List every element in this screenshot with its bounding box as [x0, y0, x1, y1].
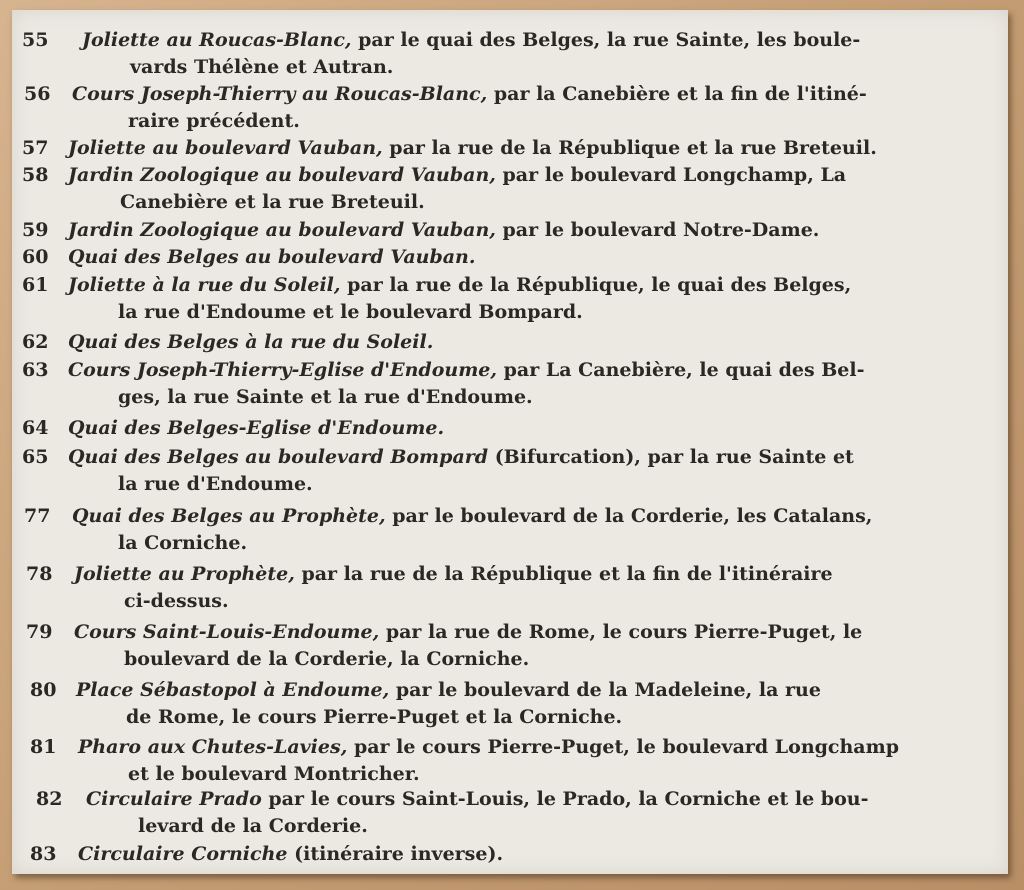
entry-title: Joliette au Prophète, — [74, 563, 295, 585]
entry-text — [68, 135, 990, 162]
entry-route: (itinéraire inverse). — [294, 843, 504, 865]
entry-route-continued: ci-dessus. — [124, 590, 229, 612]
entry-title: Joliette au Roucas-Blanc, — [82, 29, 352, 51]
entry-title: Quai des Belges au Prophète, — [72, 505, 386, 527]
entry-number: 56 — [24, 83, 51, 105]
entry-text — [68, 162, 986, 216]
entry-title: Jardin Zoologique au boulevard Vauban, — [68, 164, 496, 186]
entry-number: 57 — [22, 137, 49, 159]
entry-route: par le boulevard Notre-Dame. — [502, 219, 820, 241]
entry-route: par le boulevard Longchamp, La — [502, 164, 847, 186]
entry-route-continued: et le boulevard Montricher. — [128, 763, 420, 785]
entry-title: Quai des Belges au boulevard Bompard — [68, 446, 489, 468]
entry-number: 63 — [22, 359, 49, 381]
entry-text — [68, 217, 986, 244]
entry-number: 78 — [26, 563, 53, 585]
entry-number: 80 — [30, 679, 57, 701]
entry-route-continued: ges, la rue Sainte et la rue d'Endoume. — [118, 386, 533, 408]
entry-number: 60 — [22, 246, 49, 268]
entry-63 — [12, 357, 1008, 411]
entry-64 — [12, 415, 1008, 442]
entry-number: 62 — [22, 331, 49, 353]
entry-route-continued: la rue d'Endoume. — [118, 473, 313, 495]
entry-route: par le boulevard de la Madeleine, la rue — [395, 679, 821, 701]
entry-text — [68, 357, 986, 411]
entry-83 — [12, 841, 1008, 868]
entry-route-continued: raire précédent. — [128, 110, 300, 132]
entry-number: 64 — [22, 417, 49, 439]
entry-title: Cours Joseph-Thierry au Roucas-Blanc, — [72, 83, 488, 105]
document-page — [12, 10, 1008, 874]
entry-title: Joliette au boulevard Vauban, — [68, 137, 383, 159]
entry-number: 81 — [30, 736, 57, 758]
entry-route-continued: levard de la Corderie. — [138, 815, 368, 837]
entry-title: Quai des Belges à la rue du Soleil. — [68, 331, 434, 353]
entry-title: Pharo aux Chutes-Lavies, — [78, 736, 348, 758]
entry-number: 55 — [22, 29, 49, 51]
entry-65 — [12, 444, 1008, 498]
entry-route: par le cours Pierre-Puget, le boulevard Longchamp — [353, 736, 899, 758]
entry-text — [68, 415, 986, 442]
entry-56 — [12, 81, 1008, 135]
entry-route: par la rue de la République, le quai des Belges, — [347, 274, 852, 296]
entry-81 — [12, 734, 1008, 788]
entry-text — [68, 444, 986, 498]
entry-number: 59 — [22, 219, 49, 241]
entry-62 — [12, 329, 1008, 356]
entry-number: 58 — [22, 164, 49, 186]
entry-title: Cours Joseph-Thierry-Eglise d'Endoume, — [68, 359, 498, 381]
entry-route-continued: vards Thélène et Autran. — [130, 56, 394, 78]
entry-text — [68, 272, 986, 326]
entry-route: par la rue de la République et la fin de l'itinéraire — [301, 563, 833, 585]
entry-route-continued: boulevard de la Corderie, la Corniche. — [124, 648, 530, 670]
entry-text — [82, 27, 986, 81]
entry-title: Circulaire Prado — [86, 788, 262, 810]
entry-title: Quai des Belges au boulevard Vauban. — [68, 246, 476, 268]
entry-title: Place Sébastopol à Endoume, — [76, 679, 390, 701]
entry-59 — [12, 217, 1008, 244]
entry-route-continued: de Rome, le cours Pierre-Puget et la Corniche. — [126, 706, 623, 728]
entry-route: par la rue de la République et la rue Breteuil. — [389, 137, 877, 159]
entry-61 — [12, 272, 1008, 326]
entry-80 — [12, 677, 1008, 731]
entry-text — [74, 619, 986, 673]
entry-57 — [12, 135, 1008, 162]
entry-route-continued: la Corniche. — [118, 532, 248, 554]
entry-58 — [12, 162, 1008, 216]
entry-text — [68, 244, 986, 271]
entry-route: par le cours Saint-Louis, le Prado, la Corniche et le bou- — [268, 788, 869, 810]
entry-78 — [12, 561, 1008, 615]
entry-number: 65 — [22, 446, 49, 468]
entry-route: par la rue de Rome, le cours Pierre-Puget, le — [385, 621, 863, 643]
entry-title: Joliette à la rue du Soleil, — [68, 274, 341, 296]
entry-77 — [12, 503, 1008, 557]
entry-number: 77 — [24, 505, 51, 527]
entry-text — [72, 81, 986, 135]
entry-route: (Bifurcation), par la rue Sainte et — [494, 446, 854, 468]
entry-title: Circulaire Corniche — [78, 843, 288, 865]
entry-title: Quai des Belges-Eglise d'Endoume. — [68, 417, 445, 439]
entry-number: 79 — [26, 621, 53, 643]
entry-number: 82 — [36, 788, 63, 810]
entry-route: par la Canebière et la fin de l'itiné- — [493, 83, 867, 105]
entry-title: Jardin Zoologique au boulevard Vauban, — [68, 219, 496, 241]
entry-79 — [12, 619, 1008, 673]
entry-title: Cours Saint-Louis-Endoume, — [74, 621, 380, 643]
entry-55 — [12, 27, 1008, 81]
entry-text — [86, 786, 986, 840]
entry-route-continued: la rue d'Endoume et le boulevard Bompard. — [118, 301, 583, 323]
entry-82 — [12, 786, 1008, 840]
entry-route: par le boulevard de la Corderie, les Catalans, — [392, 505, 873, 527]
entry-route-continued: Canebière et la rue Breteuil. — [120, 191, 425, 213]
entry-number: 61 — [22, 274, 49, 296]
entry-60 — [12, 244, 1008, 271]
entry-text — [72, 503, 986, 557]
entry-text — [76, 677, 986, 731]
entry-text — [68, 329, 986, 356]
entry-text — [78, 734, 986, 788]
entry-number: 83 — [30, 843, 57, 865]
entry-text — [78, 841, 986, 868]
entry-route: par La Canebière, le quai des Bel- — [503, 359, 865, 381]
entry-route: par le quai des Belges, la rue Sainte, les boule- — [358, 29, 861, 51]
entry-text — [74, 561, 986, 615]
